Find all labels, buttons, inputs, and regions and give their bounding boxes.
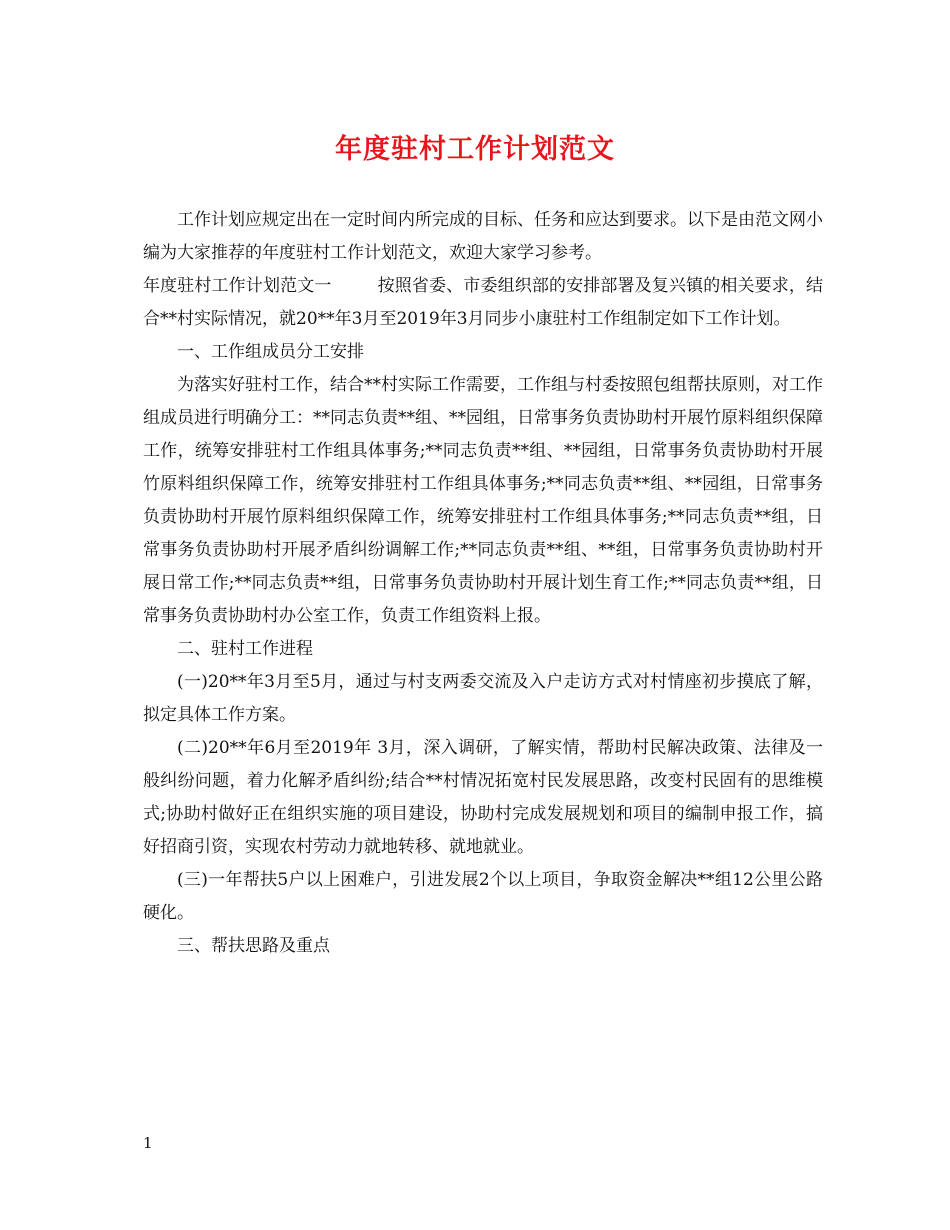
article-lead-paragraph	[143, 270, 823, 336]
section-1-heading: 一、工作组成员分工安排	[177, 342, 364, 362]
document-title: 年度驻村工作计划范文	[335, 134, 615, 165]
intro-paragraph: 工作计划应规定出在一定时间内所完成的目标、任务和应达到要求。以下是由范文网小编为大家推荐的年度驻村工作计划范文，欢迎大家学习参考。	[143, 210, 823, 263]
section-2-heading: 二、驻村工作进程	[177, 639, 313, 659]
section-2-item-3: (三)一年帮扶5户以上困难户，引进发展2个以上项目，争取资金解决**组12公里公路硬化。	[143, 870, 823, 923]
article-label: 年度驻村工作计划范文一	[143, 276, 332, 296]
article-lead-text: 按照省委、市委组织部的安排部署及复兴镇的相关要求，结合**村实际情况，就20**年3月至2019年3月同步小康驻村工作组制定如下工作计划。	[143, 276, 824, 329]
document-body	[143, 204, 823, 963]
section-1-body: 为落实好驻村工作，结合**村实际工作需要，工作组与村委按照包组帮扶原则，对工作组成员进行明确分工：**同志负责**组、**园组，日常事务负责协助村开展竹原料组织保障工作，统筹安排驻村工作组具体事务;**同志负责**组、**园组，日常事务负责协助村开展竹原料组织保障工作，统筹安排驻村工作组具体事务;**同志负责**组、**园组，日常事务负责协助村开展竹原料组织保障工作，统筹安排驻村工作组具体事务;**同志负责**组，日常事务负责协助村开展矛盾纠纷调解工作;**同志负责**组、**组，日常事务负责协助村开展日常工作;**同志负责**组，日常事务负责协助村开展计划生育工作;**同志负责**组，日常事务负责协助村办公室工作，负责工作组资料上报。	[143, 375, 823, 626]
section-3-heading: 三、帮扶思路及重点	[177, 936, 330, 956]
page-number: 1	[143, 1134, 153, 1152]
section-2-item-1: (一)20**年3月至5月，通过与村支两委交流及入户走访方式对村情座初步摸底了解，拟定具体工作方案。	[143, 672, 823, 725]
section-2-item-2: (二)20**年6月至2019年 3月，深入调研，了解实情，帮助村民解决政策、法律及一般纠纷问题，着力化解矛盾纠纷;结合**村情况拓宽村民发展思路，改变村民固有的思维模式;协助村做好正在组织实施的项目建设，协助村完成发展规划和项目的编制申报工作，搞好招商引资，实现农村劳动力就地转移、就地就业。	[143, 738, 823, 857]
